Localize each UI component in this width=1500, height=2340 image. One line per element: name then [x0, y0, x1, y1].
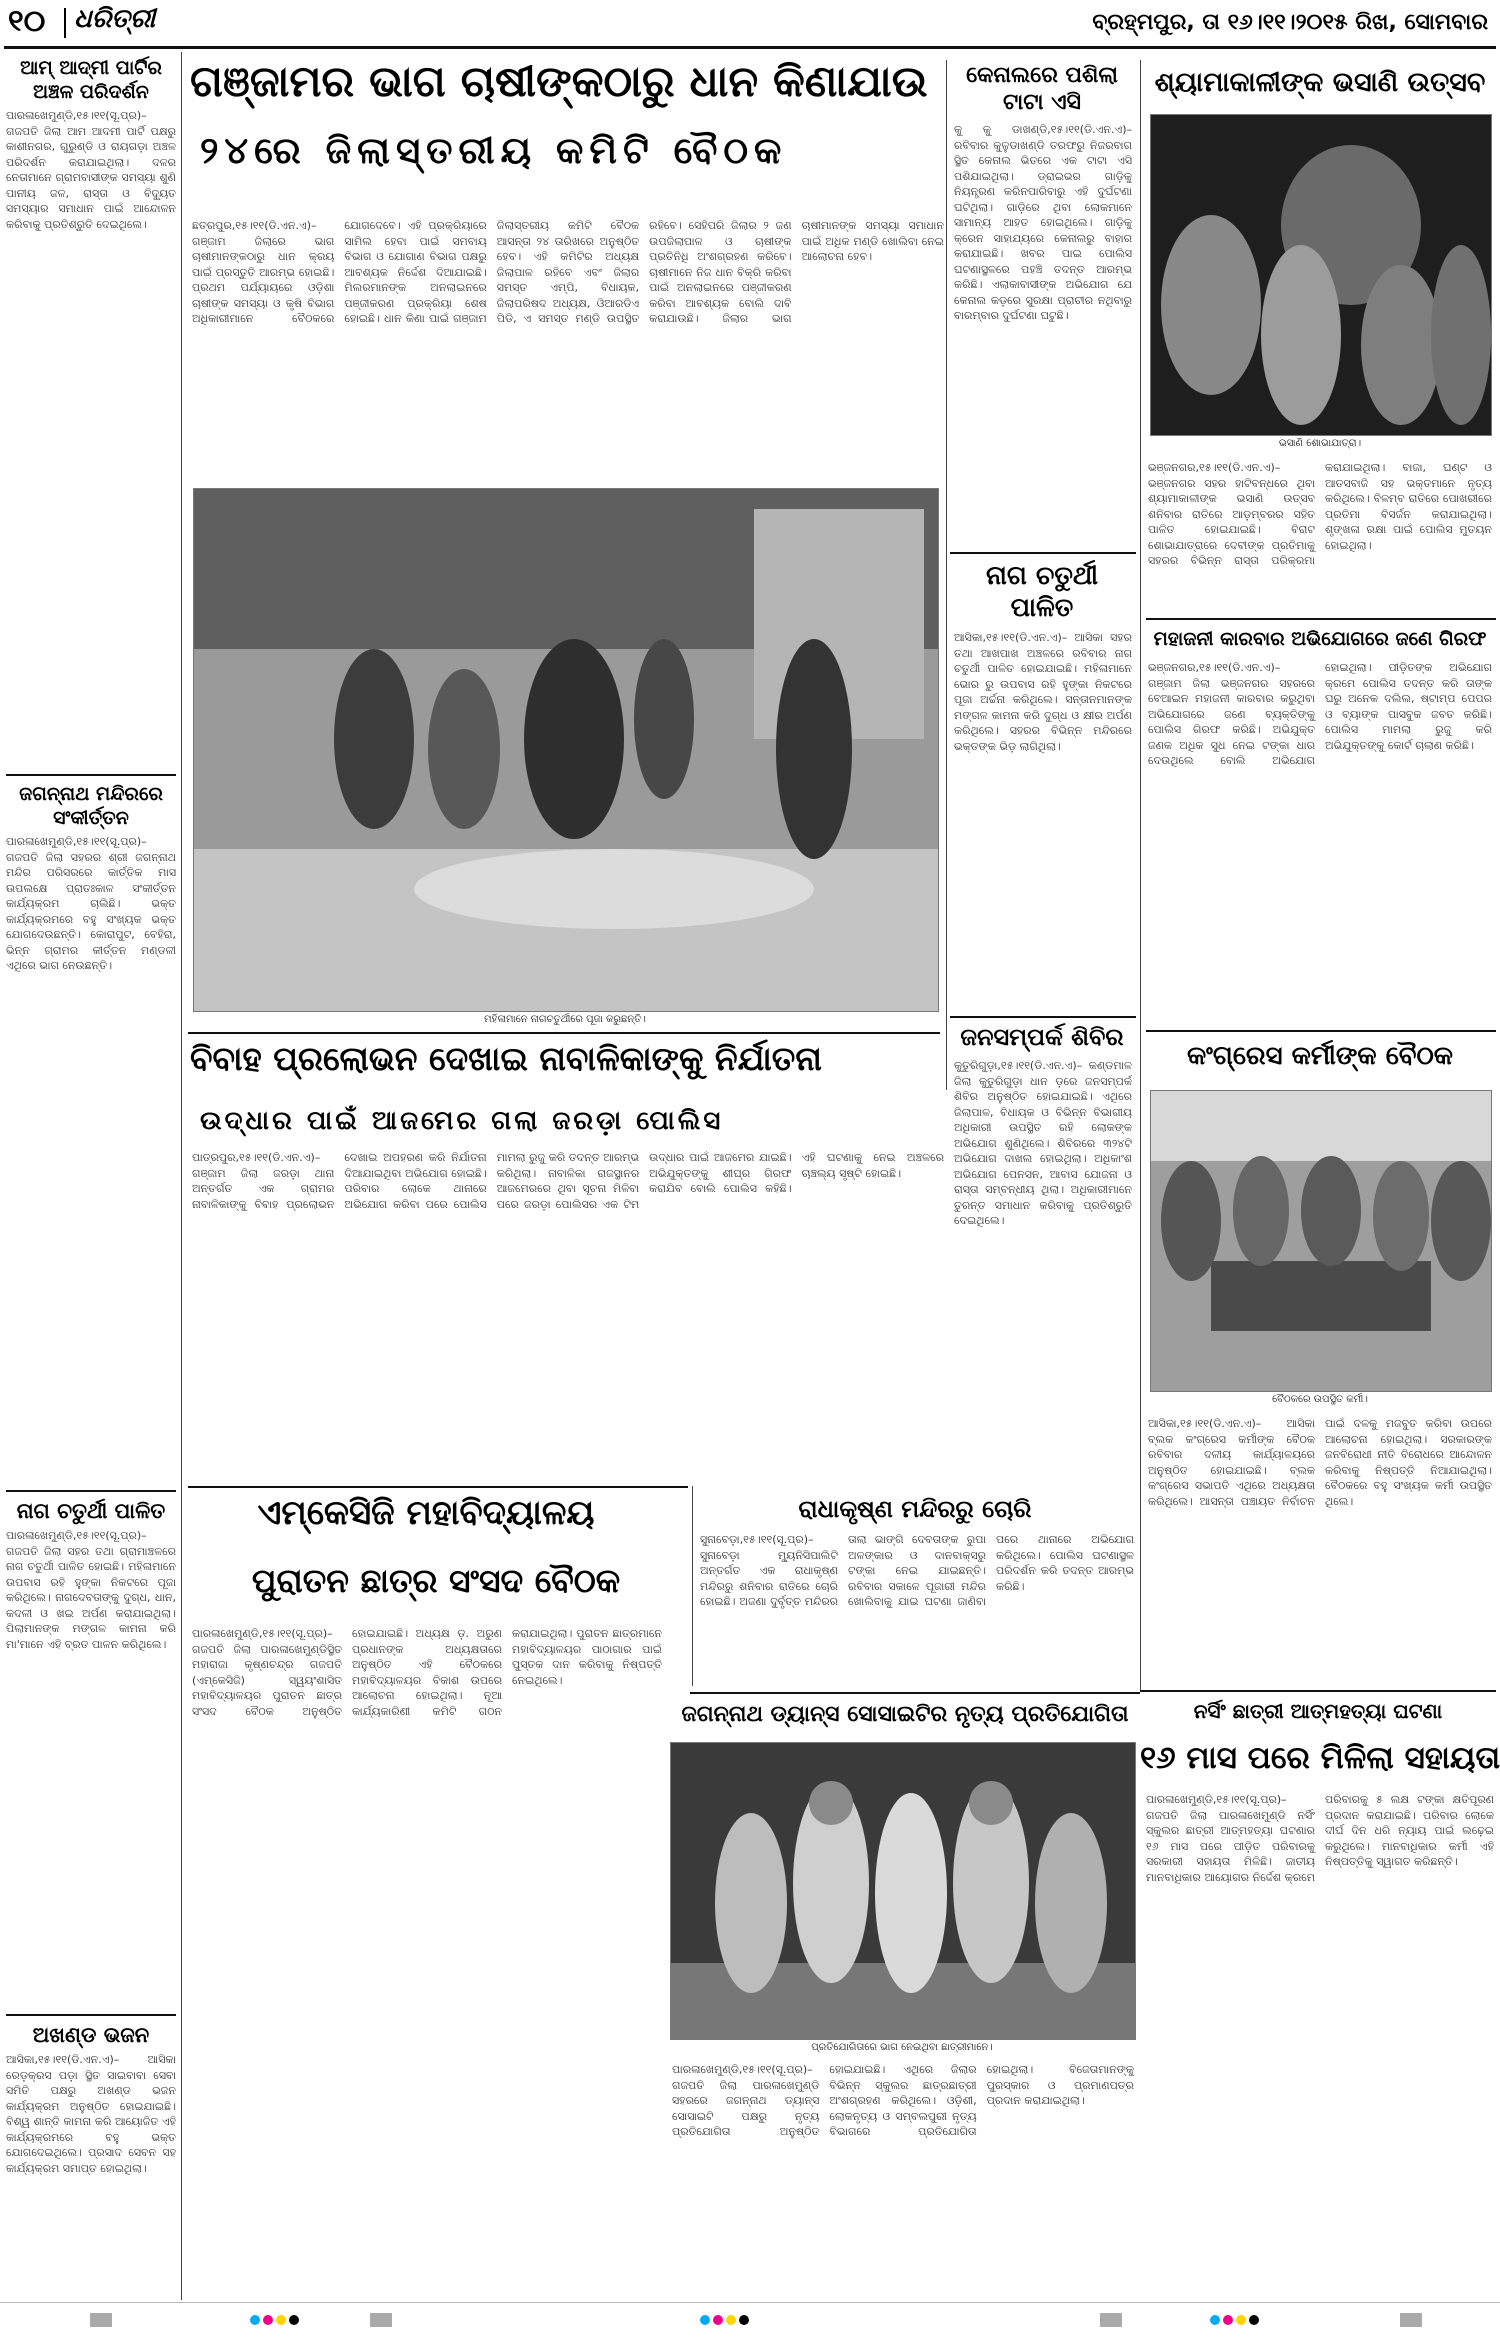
print-footer [0, 2302, 1500, 2336]
story-divider [950, 552, 1136, 554]
nabalika-body: ପାତ୍ରପୁର,୧୫।୧୧(ଡି.ଏନ.ଏ)– ଗଞ୍ଜାମ ଜିଲା ଜରଡ଼ା ଥାନା ଅନ୍ତର୍ଗତ ଏକ ଗ୍ରାମର ନାବାଳିକାଙ୍କୁ ବିବାହ ପ୍ରଲୋଭନ ଦେଖାଇ ଅପହରଣ କରି ନିର୍ଯାତନା ଦିଆଯାଇଥିବା ଅଭିଯୋଗ ହୋଇଛି। ପରିବାର ଲୋକେ ଥାନାରେ ଅଭିଯୋଗ କରିବା ପରେ ପୋଲିସ ମାମଲା ରୁଜୁ କରି ତଦନ୍ତ ଆରମ୍ଭ କରିଥିଲା। ନାବାଳିକା ରାଜସ୍ଥାନର ଆଜମେରରେ ଥିବା ସୂଚନା ମିଳିବା ପରେ ଜରଡ଼ା ପୋଲିସର ଏକ ଟିମ ଉଦ୍ଧାର ପାଇଁ ଆଜମେର ଯାଇଛି। ଅଭିଯୁକ୍ତଙ୍କୁ ଶୀଘ୍ର ଗିରଫ କରାଯିବ ବୋଲି ପୋଲିସ କହିଛି। ଏହି ଘଟଣାକୁ ନେଇ ଅଞ୍ଚଳରେ ଚାଞ୍ଚଲ୍ୟ ସୃଷ୍ଟି ହୋଇଛି। [192, 1151, 944, 1211]
left-story-1-body: ପାରଳାଖେମୁଣ୍ଡି,୧୫।୧୧(ସୂ.ପ୍ର)– ଗଜପତି ଜିଲା ଆମ ଆଦମୀ ପାର୍ଟି ପକ୍ଷରୁ କାଶୀନଗର, ଗୁରୁଣ୍ଡି ଓ ରାୟଗଡ଼ା ଅଞ୍ଚଳ ପରିଦର୍ଶନ କରାଯାଇଥିଲା। ଦଳର ନେତାମାନେ ଗ୍ରାମବାସୀଙ୍କ ସମସ୍ୟା ଶୁଣି ପାନୀୟ ଜଳ, ରାସ୍ତା ଓ ବିଦ୍ୟୁତ ସମସ୍ୟାର ସମାଧାନ ପାଇଁ ଆନ୍ଦୋଳନ କରିବାକୁ ପ୍ରତିଶ୍ରୁତି ଦେଇଥିଲେ। [6, 109, 176, 231]
dance-body: ପାରଳାଖେମୁଣ୍ଡି,୧୫।୧୧(ସୂ.ପ୍ର)– ଗଜପତି ଜିଲା ପାରଳାଖେମୁଣ୍ଡି ସହରରେ ଜଗନ୍ନାଥ ଡ୍ୟାନ୍ସ ସୋସାଇଟି ପକ୍ଷରୁ ନୃତ୍ୟ ପ୍ରତିଯୋଗିତା ଅନୁଷ୍ଠିତ ହୋଇଯାଇଛି। ଏଥିରେ ଜିଲାର ବିଭିନ୍ନ ସ୍କୁଲର ଛାତ୍ରଛାତ୍ରୀ ଅଂଶଗ୍ରହଣ କରିଥିଲେ। ଓଡ଼ିଶୀ, ଲୋକନୃତ୍ୟ ଓ ସମ୍ବଲପୁରୀ ନୃତ୍ୟ ବିଭାଗରେ ପ୍ରତିଯୋଗିତା ହୋଇଥିଲା। ବିଜେତାମାନଙ୍କୁ ପୁରସ୍କାର ଓ ପ୍ରମାଣପତ୍ର ପ୍ରଦାନ କରାଯାଇଥିଲା। [672, 2063, 1134, 2138]
section-rule [188, 1032, 940, 1034]
left-story-2-body: ପାରଳାଖେମୁଣ୍ଡି,୧୫।୧୧(ସୂ.ପ୍ର)– ଗଜପତି ଜିଲା ସହରର ଶ୍ରୀ ଜଗନ୍ନାଥ ମନ୍ଦିର ପରିସରରେ କାର୍ତ୍ତିକ ମାସ ଉପଲକ୍ଷେ ପ୍ରାତଃକାଳ ସଂକୀର୍ତ୍ତନ କାର୍ଯ୍ୟକ୍ରମ ଚାଲିଛି। ଭକ୍ତ କାର୍ଯ୍ୟକ୍ରମରେ ବହୁ ସଂଖ୍ୟକ ଭକ୍ତ ଯୋଗଦେଉଛନ୍ତି। କୋରାପୁଟ, ବେହିରା, ଭିନ୍ନ ଗ୍ରାମର କୀର୍ତ୍ତନ ମଣ୍ଡଳୀ ଏଥିରେ ଭାଗ ନେଉଛନ୍ତି। [6, 835, 176, 972]
photo-bhasani [1150, 114, 1492, 436]
photo-congress-image [1151, 1091, 1491, 1391]
story-divider [1146, 1030, 1496, 1032]
sahayata-body: ପାରଳାଖେମୁଣ୍ଡି,୧୫।୧୧(ସୂ.ପ୍ର)– ଗଜପତି ଜିଲା ପାରଳାଖେମୁଣ୍ଡି ନର୍ସିଂ ସ୍କୁଲର ଛାତ୍ରୀ ଆତ୍ମହତ୍ୟା ଘଟଣାର ୧୬ ମାସ ପରେ ପୀଡ଼ିତ ପରିବାରକୁ ସରକାରୀ ସହାୟତା ମିଳିଛି। ଜାତୀୟ ମାନବାଧିକାର ଆୟୋଗର ନିର୍ଦ୍ଦେଶ କ୍ରମେ ପରିବାରକୁ ୫ ଲକ୍ଷ ଟଙ୍କା କ୍ଷତିପୂରଣ ପ୍ରଦାନ କରାଯାଇଛି। ପରିବାର ଲୋକେ ଦୀର୍ଘ ଦିନ ଧରି ନ୍ୟାୟ ପାଇଁ ଲଢ଼େଇ କରୁଥିଲେ। ମାନବାଧିକାର କର୍ମୀ ଏହି ନିଷ୍ପତ୍ତିକୁ ସ୍ୱାଗତ କରିଛନ୍ତି। [1146, 1793, 1494, 1884]
column-rule [946, 60, 947, 1090]
column-rule [692, 1486, 693, 1686]
dance-headline: ଜଗନ୍ନାଥ ଡ୍ୟାନ୍ସ ସୋସାଇଟିର ନୃତ୍ୟ ପ୍ରତିଯୋଗିତା [681, 1702, 1129, 1727]
mkcg-headline-1: ଏମ୍‌କେସିଜି ମହାବିଦ୍ୟାଳୟ [257, 1493, 595, 1533]
photo-women-caption: ମହିଳାମାନେ ନାଗଚତୁର୍ଥୀରେ ପୂଜା କରୁଛନ୍ତି। [484, 1014, 646, 1025]
dateline: ବ୍ରହ୍ମପୁର, ତା ୧୬।୧୧।୨୦୧୫ ରିଖ, ସୋମବାର [1092, 10, 1488, 35]
column-rule [181, 52, 182, 2300]
keonjhar-headline: କେନାଲରେ ପଶିଲା ଟାଟା ଏସି [966, 63, 1118, 115]
mahajani-body: ଭଞ୍ଜନଗର,୧୫।୧୧(ଡି.ଏନ.ଏ)– ଗଞ୍ଜାମ ଜିଲା ଭଞ୍ଜନଗର ସହରରେ ବେଆଇନ ମହାଜନୀ କାରବାର କରୁଥିବା ଅଭିଯୋଗରେ ଜଣେ ବ୍ୟକ୍ତିଙ୍କୁ ପୋଲିସ ଗିରଫ କରିଛି। ଅଭିଯୁକ୍ତ ଜଣକ ଅଧିକ ସୁଧ ନେଇ ଟଙ୍କା ଧାର ଦେଉଥିଲେ ବୋଲି ଅଭିଯୋଗ ହୋଇଥିଲା। ପୀଡ଼ିତଙ୍କ ଅଭିଯୋଗ କ୍ରମେ ପୋଲିସ ତଦନ୍ତ କରି ତାଙ୍କ ଘରୁ ଅନେକ ଦଲିଲ, ଷ୍ଟାମ୍ପ ପେପର ଓ ବ୍ୟାଙ୍କ ପାସବୁକ ଜବତ କରିଛି। ପୋଲିସ ମାମଲା ରୁଜୁ କରି ଅଭିଯୁକ୍ତଙ୍କୁ କୋର୍ଟ ଚାଲାଣ କରିଛି। [1148, 661, 1492, 767]
main-body: ଛତ୍ରପୁର,୧୫।୧୧(ଡି.ଏନ.ଏ)– ଗଞ୍ଜାମ ଜିଲାରେ ଭାଗ ଚାଷୀମାନଙ୍କଠାରୁ ଧାନ କ୍ରୟ ପାଇଁ ପ୍ରସ୍ତୁତି ଆରମ୍ଭ ହୋଇଛି। ପ୍ରଥମ ପର୍ଯ୍ୟାୟରେ ଓଡ଼ିଶା ଚାଷୀଙ୍କ ସମସ୍ୟା ଓ କୃଷି ବିଭାଗ ଅଧିକାରୀମାନେ ବୈଠକରେ ଯୋଗଦେବେ। ଏହି ପ୍ରକ୍ରିୟାରେ ସାମିଲ ହେବା ପାଇଁ ସମବାୟ ବିଭାଗ ଓ ଯୋଗାଣ ବିଭାଗ ପକ୍ଷରୁ ଆବଶ୍ୟକ ନିର୍ଦ୍ଦେଶ ଦିଆଯାଇଛି। ମିଲରମାନଙ୍କ ଅନଲାଇନରେ ପଞ୍ଜୀକରଣ ପ୍ରକ୍ରିୟା ଶେଷ ହୋଇଛି। ଧାନ କିଣା ପାଇଁ ଗଞ୍ଜାମ ଜିଲାସ୍ତରୀୟ କମିଟି ବୈଠକ ଆସନ୍ତା ୨୪ ତାରିଖରେ ଅନୁଷ୍ଠିତ ହେବ। ଏହି କମିଟିର ଅଧ୍ୟକ୍ଷ ଜିଲାପାଳ ରହିବେ ଏବଂ ଜିଲାର ସମସ୍ତ ଏମ୍‌ପି, ବିଧାୟକ, ଜିଲାପରିଷଦ ଅଧ୍ୟକ୍ଷ, ଓିଆରଡିଏ ପିଡି, ଏ ସମସ୍ତ ମଣ୍ଡି ଉପସ୍ଥିତ ରହିବେ। ସେହିପରି ଜିଲାର ୨ ଜଣ ଉପଜିଲାପାଳ ଓ ଚାଷୀଙ୍କ ପ୍ରତିନିଧି ଅଂଶଗ୍ରହଣ କରିବେ। ଚାଷୀମାନେ ନିଜ ଧାନ ବିକ୍ରି କରିବା ପାଇଁ ଅନଲାଇନରେ ପଞ୍ଜୀକରଣ କରିବା ଆବଶ୍ୟକ ବୋଲି ଦାବି କରାଯାଉଛି। ଜିଲାର ଭାଗ ଚାଷୀମାନଙ୍କ ସମସ୍ୟା ସମାଧାନ ପାଇଁ ଅଧିକ ମଣ୍ଡି ଖୋଲିବା ନେଇ ଆଲୋଚନା ହେବ। [192, 219, 944, 325]
page-number: ୧୦ [8, 4, 46, 39]
left-story-4-body: ଆସିକା,୧୫।୧୧(ଡି.ଏନ.ଏ)– ଆସିକା ରେଡ଼କ୍ରସ ପଡ଼ା ସ୍ଥିତ ସାଇବାବା ସେବା ସମିତି ପକ୍ଷରୁ ଅଖଣ୍ଡ ଭଜନ କାର୍ଯ୍ୟକ୍ରମ ଅନୁଷ୍ଠିତ ହୋଇଯାଇଛି। ବିଶ୍ୱ ଶାନ୍ତି କାମନା କରି ଆୟୋଜିତ ଏହି କାର୍ଯ୍ୟକ୍ରମରେ ବହୁ ଭକ୍ତ ଯୋଗଦେଇଥିଲେ। ପ୍ରସାଦ ସେବନ ସହ କାର୍ଯ୍ୟକ୍ରମ ସମାପ୍ତ ହୋଇଥିଲା। [6, 2053, 176, 2175]
left-story-1-headline: ଆମ୍ ଆଦ୍‌ମୀ ପାର୍ଟିର ଅଞ୍ଚଳ ପରିଦର୍ଶନ [20, 57, 162, 103]
radhakrishna-headline: ରାଧାକୃଷ୍ଣ ମନ୍ଦିରରୁ ଚୋରି [798, 1495, 1032, 1523]
photo-bhasani-image [1151, 115, 1491, 435]
column-rule [1140, 60, 1141, 1690]
mkcg-headline-2: ପୁରାତନ ଛାତ୍ର ସଂସଦ ବୈଠକ [251, 1561, 621, 1600]
left-divider [6, 1490, 176, 1492]
masthead-divider [64, 8, 66, 38]
story-divider [1140, 1690, 1496, 1692]
mkcg-body: ପାରଳାଖେମୁଣ୍ଡି,୧୫।୧୧(ସୂ.ପ୍ର)– ଗଜପତି ଜିଲା ପାରଳାଖେମୁଣ୍ଡିସ୍ଥିତ ମହାରାଜା କୃଷ୍ଣଚନ୍ଦ୍ର ଗଜପତି (ଏମ୍‌କେସିଜି) ସ୍ୱୟଂଶାସିତ ମହାବିଦ୍ୟାଳୟର ପୁରାତନ ଛାତ୍ର ସଂସଦ ବୈଠକ ଅନୁଷ୍ଠିତ ହୋଇଯାଇଛି। ଅଧ୍ୟକ୍ଷ ଡ଼. ଅରୁଣ ପ୍ରଧାନଙ୍କ ଅଧ୍ୟକ୍ଷତାରେ ଅନୁଷ୍ଠିତ ଏହି ବୈଠକରେ ମହାବିଦ୍ୟାଳୟର ବିକାଶ ଉପରେ ଆଲୋଚନା ହୋଇଥିଲା। ନୂଆ କାର୍ଯ୍ୟକାରିଣୀ କମିଟି ଗଠନ କରାଯାଇଥିଲା। ପୁରାତନ ଛାତ୍ରମାନେ ମହାବିଦ୍ୟାଳୟର ପାଠାଗାର ପାଇଁ ପୁସ୍ତକ ଦାନ କରିବାକୁ ନିଷ୍ପତ୍ତି ନେଇଥିଲେ। [192, 1627, 662, 1718]
photo-dance [670, 1742, 1136, 2040]
left-story-3-body: ପାରଳାଖେମୁଣ୍ଡି,୧୫।୧୧(ସୂ.ପ୍ର)– ଗଜପତି ଜିଲା ସହର ତଥା ଗ୍ରାମାଞ୍ଚଳରେ ନାଗ ଚତୁର୍ଥୀ ପାଳିତ ହୋଇଛି। ମହିଳାମାନେ ଉପବାସ ରହି ହୁଙ୍କା ନିକଟରେ ପୂଜା କରିଥିଲେ। ନାଗଦେବତାଙ୍କୁ ଦୁଗ୍ଧ, ଧାନ, କଦଳୀ ଓ ଖଇ ଅର୍ପଣ କରାଯାଇଥିଲା। ପିଲାମାନଙ୍କ ମଙ୍ଗଳ କାମନା କରି ମା'ମାନେ ଏହି ବ୍ରତ ପାଳନ କରିଥିଲେ। [6, 1529, 176, 1651]
photo-bhasani-caption: ଭସାଣି ଶୋଭାଯାତ୍ରା। [1278, 438, 1362, 449]
nagachaturthi-right-body: ଆସିକା,୧୫।୧୧(ଡି.ଏନ.ଏ)– ଆସିକା ସହର ତଥା ଆଖପାଖ ଅଞ୍ଚଳରେ ରବିବାର ନାଗ ଚତୁର୍ଥୀ ପାଳିତ ହୋଇଯାଇଛି। ମହିଳାମାନେ ଭୋର ରୁ ଉପବାସ ରହି ହୁଙ୍କା ନିକଟରେ ପୂଜା ଅର୍ଚ୍ଚନା କରିଥିଲେ। ସନ୍ତାନମାନଙ୍କ ମଙ୍ଗଳ କାମନା କରି ଦୁଗ୍ଧ ଓ କ୍ଷୀର ଅର୍ପଣ କରିଥିଲେ। ସହରର ବିଭିନ୍ନ ମନ୍ଦିରରେ ଭକ୍ତଙ୍କ ଭିଡ଼ ଲାଗିଥିଲା। [954, 631, 1132, 753]
jansampark-body: କୁତୁରିଗୁଡ଼ା,୧୫।୧୧(ଡି.ଏନ.ଏ)– କଣ୍ଡମାଳ ଜିଲା କୁତୁରିଗୁଡ଼ା ଧାନ ଡ଼ରେ ଜନସମ୍ପର୍କ ଶିବିର ଅନୁଷ୍ଠିତ ହୋଇଯାଇଛି। ଏଥିରେ ଜିଲାପାଳ, ବିଧାୟକ ଓ ବିଭିନ୍ନ ବିଭାଗୀୟ ଅଧିକାରୀ ଉପସ୍ଥିତ ରହି ଲୋକଙ୍କ ଅଭିଯୋଗ ଶୁଣିଥିଲେ। ଶିବିରରେ ୩୨୪ଟି ଅଭିଯୋଗ ଦାଖଲ ହୋଇଥିଲା। ଅଧିକାଂଶ ଅଭିଯୋଗ ପେନସନ, ଆବାସ ଯୋଜନା ଓ ରାସ୍ତା ସମ୍ବନ୍ଧୀୟ ଥିଲା। ଅଧିକାରୀମାନେ ତୁରନ୍ତ ସମାଧାନ କରିବାକୁ ପ୍ରତିଶ୍ରୁତି ଦେଇଥିଲେ। [954, 1059, 1132, 1227]
left-divider [6, 2014, 176, 2016]
photo-women-puja-image [194, 489, 938, 1011]
keonjhar-body: କୁ କୁ ଡାଖଣ୍ଡି,୧୫।୧୧(ଡି.ଏନ.ଏ)– ରବିବାର କୁଳୁଡାଖଣ୍ଡି ତରଫରୁ ନିଜରବାଗ ସ୍ଥିତ କେନାଲ ଭିତରେ ଏକ ଟାଟା ଏସି ପଶିଯାଇଥିଲା। ଡ୍ରାଇଭର ଗାଡ଼ିକୁ ନିୟନ୍ତ୍ରଣ କରିନପାରିବାରୁ ଏହି ଦୁର୍ଘଟଣା ଘଟିଥିଲା। ଗାଡ଼ିରେ ଥିବା ଲୋକମାନେ ସାମାନ୍ୟ ଆହତ ହୋଇଥିଲେ। ଗାଡ଼ିକୁ କ୍ରେନ ସାହାଯ୍ୟରେ କେନାଲରୁ ବାହାର କରାଯାଇଛି। ଖବର ପାଇ ପୋଲିସ ଘଟଣାସ୍ଥଳରେ ପହଞ୍ଚି ତଦନ୍ତ ଆରମ୍ଭ କରିଛି। ଏଲାକାବାସୀଙ୍କ ଅଭିଯୋଗ ଯେ କେନାଲ କଡ଼ରେ ସୁରକ୍ଷା ପ୍ରାଚୀର ନଥିବାରୁ ବାରମ୍ବାର ଦୁର୍ଘଟଣା ଘଟୁଛି। [954, 123, 1132, 322]
shyamakali-headline: ଶ୍ୟାମାକାଳୀଙ୍କ ଭସାଣି ଉତ୍ସବ [1154, 67, 1486, 98]
left-column [6, 56, 176, 2296]
jansampark-headline: ଜନସମ୍ପର୍କ ଶିବିର [960, 1023, 1124, 1051]
main-headline: ଗଞ୍ଜାମର ଭାଗ ଚାଷୀଙ୍କଠାରୁ ଧାନ କିଣାଯାଉ [190, 57, 928, 107]
left-divider [6, 774, 176, 776]
section-rule [690, 1692, 1140, 1694]
main-subhead: ୨୪ରେ ଜିଲାସ୍ତରୀୟ କମିଟି ବୈଠକ [200, 129, 788, 172]
photo-congress [1150, 1090, 1492, 1392]
registration-marks [0, 2303, 1500, 2336]
shyamakali-body: ଭଞ୍ଜନଗର,୧୫।୧୧(ଡି.ଏନ.ଏ)– ଭଞ୍ଜନଗର ସହର ହାଟିବନ୍ଧରେ ଥିବା ଶ୍ୟାମାକାଳୀଙ୍କ ଭସାଣି ଉତ୍ସବ ଶନିବାର ରାତିରେ ଆଡ଼ମ୍ବରର ସହିତ ପାଳିତ ହୋଇଯାଇଛି। ବିରାଟ ଶୋଭାଯାତ୍ରାରେ ଦେବୀଙ୍କ ପ୍ରତିମାକୁ ସହରର ବିଭିନ୍ନ ରାସ୍ତା ପରିକ୍ରମା କରାଯାଇଥିଲା। ବାଜା, ଘଣ୍ଟ ଓ ଆତସବାଜି ସହ ଭକ୍ତମାନେ ନୃତ୍ୟ କରିଥିଲେ। ବିଳମ୍ବ ରାତିରେ ପୋଖରୀରେ ପ୍ରତିମା ବିସର୍ଜନ କରାଯାଇଥିଲା। ଶୃଙ୍ଖଳା ରକ୍ଷା ପାଇଁ ପୋଲିସ ମୁତୟନ ହୋଇଥିଲା। [1148, 461, 1492, 567]
masthead-rule [4, 46, 1496, 49]
nursing-kicker: ନର୍ସିଂ ଛାତ୍ରୀ ଆତ୍ମହତ୍ୟା ଘଟଣା [1193, 1699, 1443, 1723]
photo-women-puja [193, 488, 939, 1012]
mahajani-headline: ମହାଜନୀ କାରବାର ଅଭିଯୋଗରେ ଜଣେ ଗିରଫ [1153, 628, 1487, 650]
story-divider [950, 1016, 1136, 1018]
congress-body: ଆସିକା,୧୫।୧୧(ଡି.ଏନ.ଏ)– ଆସିକା ବ୍ଲକ କଂଗ୍ରେସ କର୍ମୀଙ୍କ ବୈଠକ ରବିବାର ଦଳୀୟ କାର୍ଯ୍ୟାଳୟରେ ଅନୁଷ୍ଠିତ ହୋଇଯାଇଛି। ବ୍ଲକ କଂଗ୍ରେସ ସଭାପତି ଏଥିରେ ଅଧ୍ୟକ୍ଷତା କରିଥିଲେ। ଆସନ୍ତା ପଞ୍ଚାୟତ ନିର୍ବାଚନ ପାଇଁ ଦଳକୁ ମଜବୁତ କରିବା ଉପରେ ଆଲୋଚନା ହୋଇଥିଲା। ସରକାରଙ୍କ ଜନବିରୋଧୀ ନୀତି ବିରୋଧରେ ଆନ୍ଦୋଳନ କରିବାକୁ ନିଷ୍ପତ୍ତି ନିଆଯାଇଥିଲା। ବୈଠକରେ ବହୁ ସଂଖ୍ୟକ କର୍ମୀ ଉପସ୍ଥିତ ଥିଲେ। [1148, 1417, 1492, 1508]
nagachaturthi-right-headline: ନାଗ ଚତୁର୍ଥୀ ପାଳିତ [985, 561, 1099, 623]
story-divider [1146, 618, 1496, 620]
nabalika-subhead: ଉଦ୍ଧାର ପାଇଁ ଆଜମେର ଗଲା ଜରଡ଼ା ପୋଲିସ [200, 1106, 724, 1136]
left-story-3-headline: ନାଗ ଚତୁର୍ଥୀ ପାଳିତ [16, 1499, 166, 1523]
left-story-2-headline: ଜଗନ୍ନାଥ ମନ୍ଦିରରେ ସଂକୀର୍ତ୍ତନ [19, 783, 163, 829]
photo-dance-image [671, 1743, 1135, 2039]
congress-headline: କଂଗ୍ରେସ କର୍ମୀଙ୍କ ବୈଠକ [1186, 1041, 1454, 1071]
photo-dance-caption: ପ୍ରତିଯୋଗିତାରେ ଭାଗ ନେଇଥିବା ଛାତ୍ରୀମାନେ। [811, 2042, 993, 2053]
paper-logo: ଧରିତ୍ରୀ [74, 4, 156, 34]
radhakrishna-body: ସୁନାବେଡ଼ା,୧୫।୧୧(ସୂ.ପ୍ର)– ସୁନାବେଡ଼ା ମ୍ୟୁନିସିପାଲିଟି ଅନ୍ତର୍ଗତ ଏକ ରାଧାକୃଷ୍ଣ ମନ୍ଦିରରୁ ଶନିବାର ରାତିରେ ଚୋରି ହୋଇଛି। ଅଜଣା ଦୁର୍ବୃତ୍ତ ମନ୍ଦିରର ତାଲା ଭାଙ୍ଗି ଦେବତାଙ୍କ ରୁପା ଅଳଙ୍କାର ଓ ଦାନବାକ୍ସରୁ ଟଙ୍କା ନେଇ ଯାଇଛନ୍ତି। ରବିବାର ସକାଳେ ପୂଜାରୀ ମନ୍ଦିର ଖୋଲିବାକୁ ଯାଇ ଘଟଣା ଜାଣିବା ପରେ ଥାନାରେ ଅଭିଯୋଗ କରିଥିଲେ। ପୋଲିସ ଘଟଣାସ୍ଥଳ ପରିଦର୍ଶନ କରି ତଦନ୍ତ ଆରମ୍ଭ କରିଛି। [700, 1533, 1134, 1608]
nabalika-headline: ବିବାହ ପ୍ରଲୋଭନ ଦେଖାଇ ନାବାଳିକାଙ୍କୁ ନିର୍ଯାତନା [190, 1039, 822, 1078]
left-story-4-headline: ଅଖଣ୍ଡ ଭଜନ [32, 2023, 150, 2047]
section-rule [188, 1486, 688, 1488]
photo-congress-caption: ବୈଠକରେ ଉପସ୍ଥିତ କର୍ମୀ। [1272, 1394, 1368, 1405]
sahayata-headline: ୧୬ ମାସ ପରେ ମିଳିଲା ସହାୟତା [1140, 1740, 1500, 1776]
masthead [0, 0, 1500, 46]
